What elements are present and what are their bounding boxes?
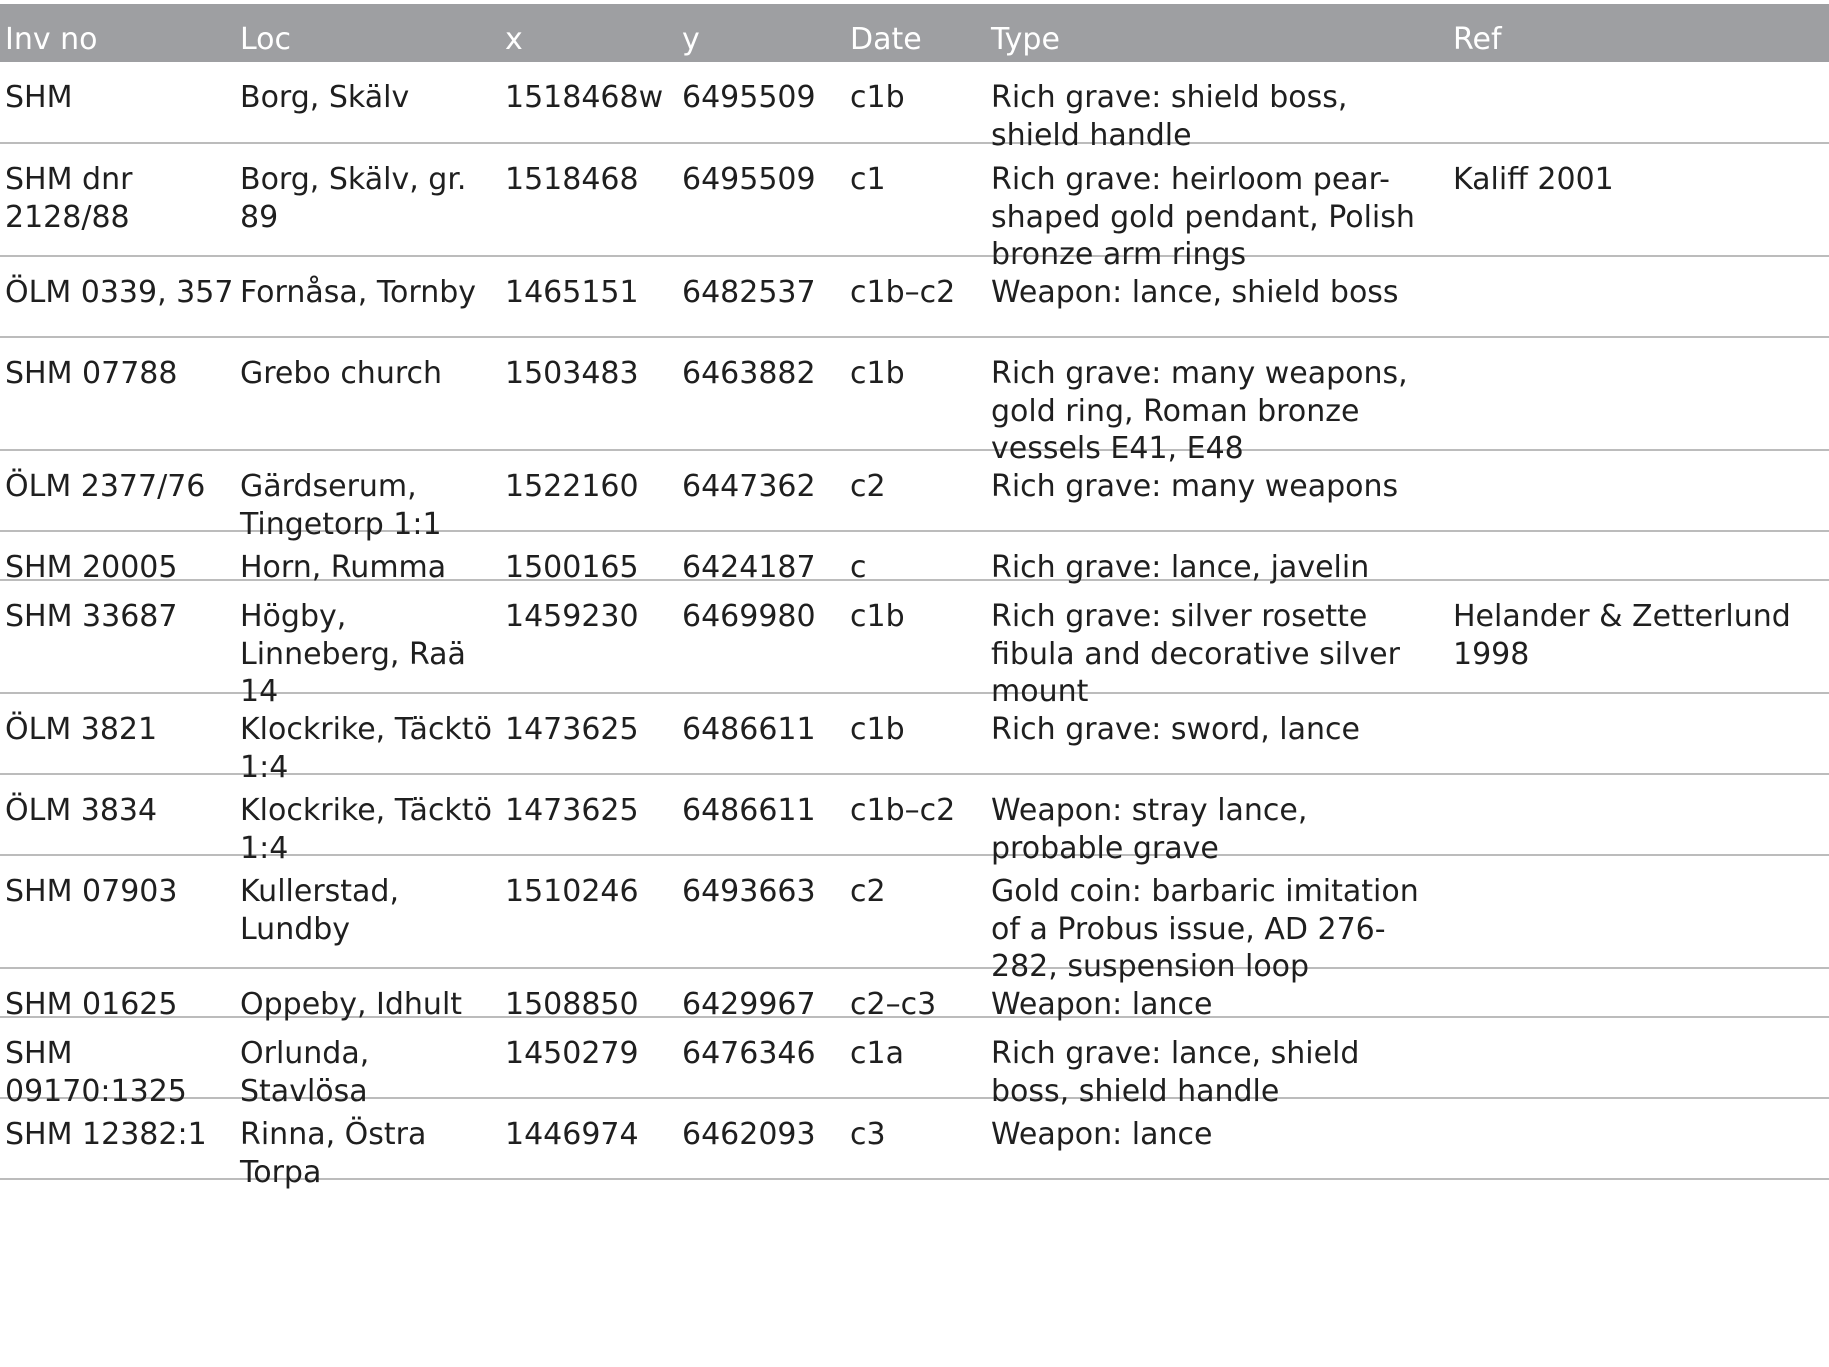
cell-date: c1b–c2 [850, 793, 956, 828]
cell-type: Rich grave: many weapons [991, 469, 1399, 504]
cell-loc: Orlunda, Stavlösa [240, 1036, 370, 1109]
header-x: x [505, 22, 523, 57]
table-row [0, 338, 1829, 466]
cell-date: c1b [850, 599, 905, 634]
cell-x: 1522160 [505, 469, 639, 504]
cell-type: Rich grave: heirloom pear-shaped gold pendant, Polish bronze arm rings [991, 162, 1415, 272]
cell-y: 6495509 [682, 162, 816, 197]
cell-ref: Helander & Zetterlund 1998 [1453, 599, 1791, 672]
cell-ref [1453, 79, 1829, 142]
cell-date: c1b [850, 712, 905, 747]
cell-ref [1453, 274, 1829, 336]
table-body [0, 62, 1829, 1190]
header-inv-no: Inv no [5, 22, 98, 57]
cell-y: 6469980 [682, 599, 816, 634]
cell-inv-no: SHM 20005 [5, 550, 178, 585]
cell-y: 6486611 [682, 793, 816, 828]
cell-y: 6462093 [682, 1117, 816, 1152]
cell-ref [1453, 873, 1829, 967]
header-ref: Ref [1453, 22, 1502, 57]
cell-date: c1b [850, 356, 905, 391]
cell-date: c3 [850, 1117, 886, 1152]
table-row [0, 775, 1829, 866]
cell-x: 1518468w [505, 80, 664, 115]
cell-loc: Kullerstad, Lundby [240, 874, 400, 947]
cell-x: 1508850 [505, 987, 639, 1022]
header-date: Date [850, 22, 922, 57]
table-row [0, 581, 1829, 709]
cell-y: 6486611 [682, 712, 816, 747]
cell-x: 1446974 [505, 1117, 639, 1152]
cell-y: 6424187 [682, 550, 816, 585]
cell-inv-no: SHM 01625 [5, 987, 178, 1022]
cell-y: 6429967 [682, 987, 816, 1022]
cell-ref: Kaliff 2001 [1453, 162, 1614, 197]
cell-inv-no: SHM 07903 [5, 874, 178, 909]
table-row [0, 62, 1829, 153]
cell-y: 6482537 [682, 275, 816, 310]
cell-date: c2 [850, 469, 886, 504]
cell-x: 1450279 [505, 1036, 639, 1071]
cell-type: Rich grave: shield boss, shield handle [991, 80, 1348, 153]
cell-ref [1453, 468, 1829, 530]
cell-loc: Horn, Rumma [240, 550, 447, 585]
cell-date: c2 [850, 874, 886, 909]
cell-y: 6463882 [682, 356, 816, 391]
cell-inv-no: ÖLM 3834 [5, 793, 158, 828]
cell-x: 1465151 [505, 275, 639, 310]
cell-type: Weapon: lance [991, 987, 1213, 1022]
cell-type: Rich grave: lance, javelin [991, 550, 1370, 585]
cell-inv-no: ÖLM 3821 [5, 712, 158, 747]
cell-loc: Oppeby, Idhult [240, 987, 463, 1022]
cell-loc: Klockrike, Täcktö 1:4 [240, 793, 492, 866]
cell-x: 1518468 [505, 162, 639, 197]
cell-loc: Borg, Skälv [240, 80, 410, 115]
table-row [0, 451, 1829, 542]
cell-type: Rich grave: many weapons, gold ring, Roman bronze vessels E41, E48 [991, 356, 1408, 466]
cell-ref [1453, 549, 1829, 579]
cell-y: 6493663 [682, 874, 816, 909]
cell-x: 1473625 [505, 793, 639, 828]
cell-loc: Gärdserum, Tingetorp 1:1 [240, 469, 442, 542]
table-row [0, 969, 1829, 1022]
table-row [0, 1018, 1829, 1109]
cell-inv-no: SHM 07788 [5, 356, 178, 391]
cell-y: 6476346 [682, 1036, 816, 1071]
cell-date: c1b [850, 80, 905, 115]
cell-type: Weapon: stray lance, probable grave [991, 793, 1308, 866]
header-type: Type [991, 22, 1060, 57]
cell-ref [1453, 986, 1829, 1016]
cell-date: c1a [850, 1036, 904, 1071]
cell-loc: Rinna, Östra Torpa [240, 1117, 427, 1190]
cell-inv-no: SHM 33687 [5, 599, 178, 634]
cell-type: Rich grave: lance, shield boss, shield handle [991, 1036, 1360, 1109]
cell-type: Rich grave: sword, lance [991, 712, 1360, 747]
cell-ref [1453, 355, 1829, 449]
cell-inv-no: ÖLM 0339, 357 [5, 275, 234, 310]
cell-type: Rich grave: silver rosette fibula and decorative silver mount [991, 599, 1400, 709]
cell-y: 6447362 [682, 469, 816, 504]
inventory-table [0, 4, 1829, 1190]
header-loc: Loc [240, 22, 292, 57]
cell-loc: Klockrike, Täcktö 1:4 [240, 712, 492, 785]
table-row [0, 856, 1829, 984]
cell-type: Weapon: lance [991, 1117, 1213, 1152]
cell-loc: Borg, Skälv, gr. 89 [240, 162, 467, 235]
cell-type: Weapon: lance, shield boss [991, 275, 1399, 310]
cell-ref [1453, 792, 1829, 854]
cell-ref [1453, 711, 1829, 773]
cell-loc: Fornåsa, Tornby [240, 275, 477, 310]
cell-ref [1453, 1116, 1829, 1178]
cell-date: c2–c3 [850, 987, 937, 1022]
cell-inv-no: SHM 12382:1 [5, 1117, 207, 1152]
header-y: y [682, 22, 700, 57]
cell-y: 6495509 [682, 80, 816, 115]
cell-x: 1500165 [505, 550, 639, 585]
cell-date: c1b–c2 [850, 275, 956, 310]
cell-x: 1473625 [505, 712, 639, 747]
cell-loc: Grebo church [240, 356, 443, 391]
cell-type: Gold coin: barbaric imitation of a Probus issue, AD 276-282, suspension loop [991, 874, 1419, 984]
cell-inv-no: ÖLM 2377/76 [5, 469, 206, 504]
cell-inv-no: SHM 09170:1325 [5, 1036, 187, 1109]
cell-inv-no: SHM dnr 2128/88 [5, 162, 133, 235]
cell-loc: Högby, Linneberg, Raä 14 [240, 599, 466, 709]
cell-x: 1510246 [505, 874, 639, 909]
table-row [0, 1099, 1829, 1190]
table-row [0, 257, 1829, 338]
cell-date: c [850, 550, 867, 585]
table-row [0, 144, 1829, 272]
cell-x: 1459230 [505, 599, 639, 634]
cell-date: c1 [850, 162, 886, 197]
cell-inv-no: SHM [5, 80, 73, 115]
table-header [0, 4, 1829, 62]
cell-ref [1453, 1035, 1829, 1097]
cell-x: 1503483 [505, 356, 639, 391]
